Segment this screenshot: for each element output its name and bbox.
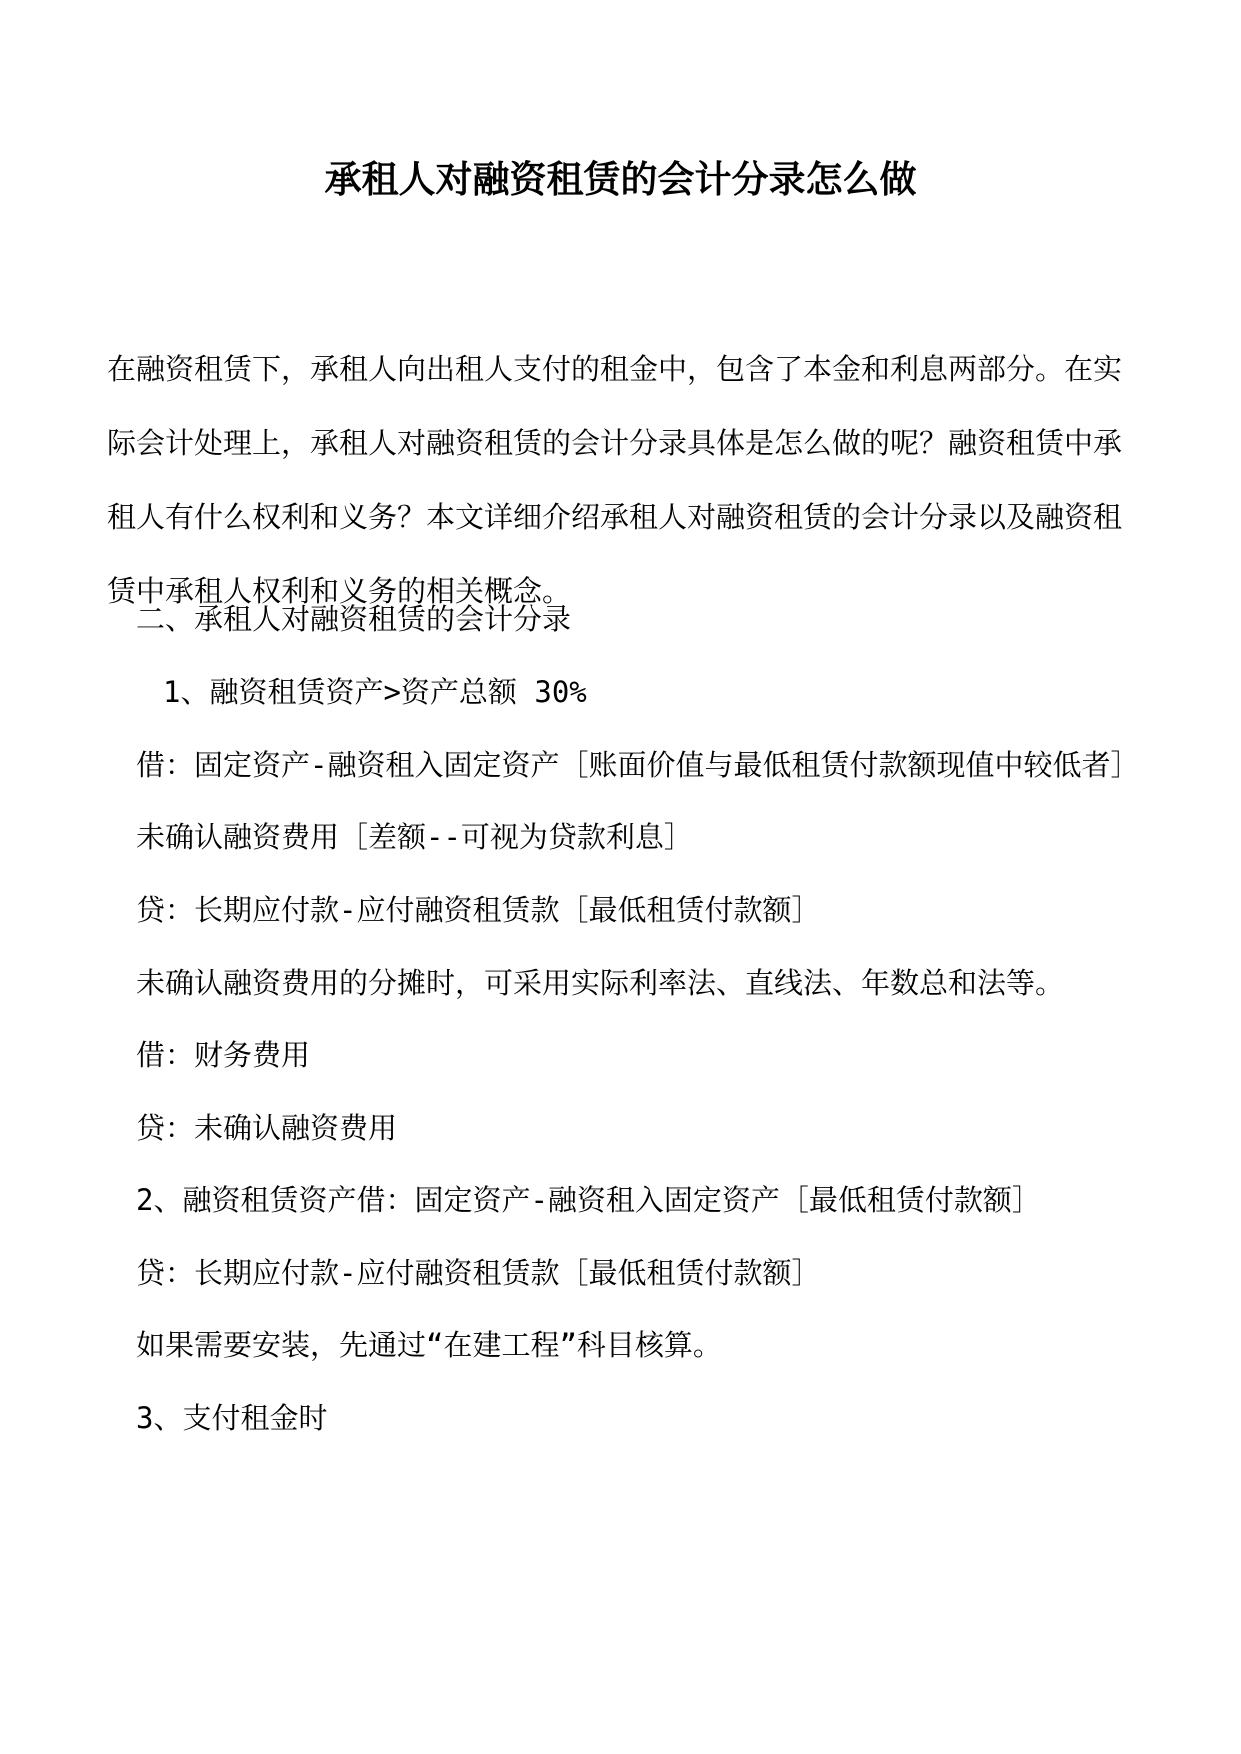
subsection-heading: 3、支付租金时 bbox=[136, 1401, 328, 1435]
intro-line: 赁中承租人权利和义务的相关概念。 bbox=[107, 574, 572, 608]
intro-line: 际会计处理上，承租人对融资租赁的会计分录具体是怎么做的呢？融资租赁中承 bbox=[107, 426, 1123, 460]
document-title: 承租人对融资租赁的会计分录怎么做 bbox=[324, 158, 917, 201]
body-text-line: 未确认融资费用的分摊时，可采用实际利率法、直线法、年数总和法等。 bbox=[136, 966, 1065, 1000]
intro-line: 租人有什么权利和义务？本文详细介绍承租人对融资租赁的会计分录以及融资租 bbox=[107, 500, 1123, 534]
journal-entry-line: 未确认融资费用［差额--可视为贷款利息］ bbox=[136, 820, 693, 854]
intro-line: 在融资租赁下，承租人向出租人支付的租金中，包含了本金和利息两部分。在实 bbox=[107, 352, 1123, 386]
journal-entry-line: 贷：未确认融资费用 bbox=[136, 1111, 398, 1145]
journal-entry-line: 借：财务费用 bbox=[136, 1038, 311, 1072]
journal-entry-line: 贷：长期应付款-应付融资租赁款［最低租赁付款额］ bbox=[136, 1256, 821, 1290]
body-text-line: 如果需要安装，先通过“在建工程”科目核算。 bbox=[136, 1328, 722, 1362]
journal-entry-line: 借：固定资产-融资租入固定资产［账面价值与最低租赁付款额现值中较低者］ bbox=[136, 748, 1140, 782]
subsection-heading: 2、融资租赁资产借：固定资产-融资租入固定资产［最低租赁付款额］ bbox=[136, 1183, 1041, 1217]
journal-entry-line: 贷：长期应付款-应付融资租赁款［最低租赁付款额］ bbox=[136, 893, 821, 927]
section-heading: 二、承租人对融资租赁的会计分录 bbox=[136, 602, 572, 636]
intro-paragraph bbox=[107, 332, 1137, 628]
subsection-heading: 1、融资租赁资产>资产总额 30% bbox=[163, 675, 587, 709]
